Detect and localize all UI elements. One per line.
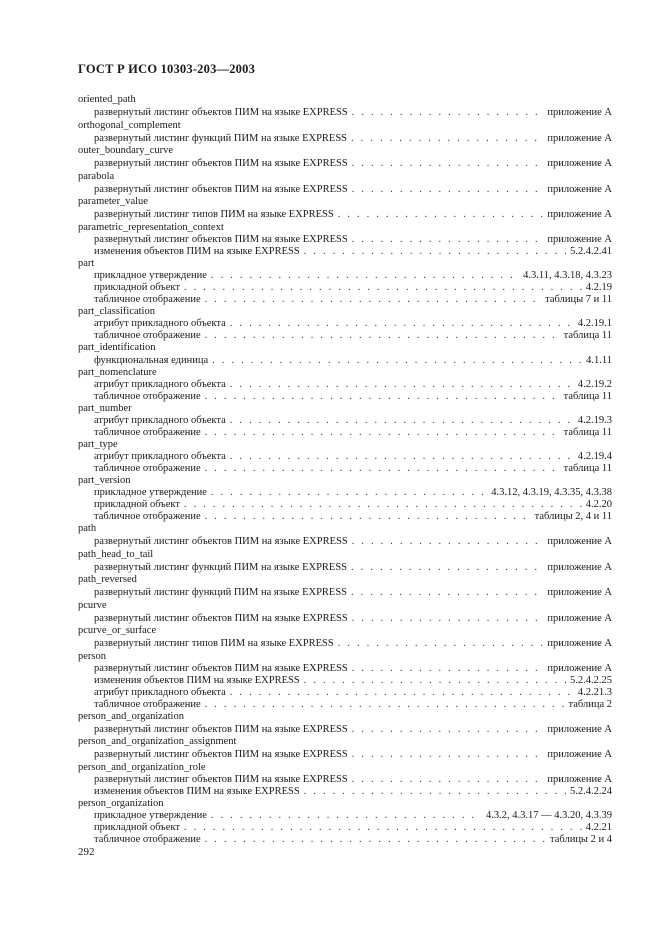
index-term: part_type: [78, 439, 118, 450]
index-subentry: [78, 282, 612, 294]
dot-leader: [352, 774, 544, 786]
subentry-reference: таблица 11: [563, 391, 612, 402]
index-subentry: [78, 561, 612, 575]
index-subentry: [78, 675, 612, 687]
dot-leader: [211, 810, 482, 822]
index-term: pcurve: [78, 599, 107, 611]
index-term: path_head_to_tail: [78, 548, 154, 560]
dot-leader: [338, 208, 544, 222]
index-subentry: [78, 699, 612, 711]
subentry-reference: 4.1.11: [586, 354, 612, 366]
subentry-label: развернутый листинг объектов ПИМ на языке EXPRESS: [94, 536, 348, 547]
index-subentry: [78, 157, 612, 171]
dot-leader: [230, 687, 574, 699]
subentry-label: атрибут прикладного объекта: [94, 415, 226, 426]
subentry-label: развернутый листинг функций ПИМ на языке EXPRESS: [94, 561, 348, 573]
dot-leader: [205, 699, 565, 711]
subentry-reference: приложение А: [547, 107, 612, 118]
subentry-label: развернутый листинг объектов ПИМ на языке EXPRESS: [94, 773, 348, 785]
dot-leader: [212, 354, 582, 368]
index-subentry: [78, 208, 612, 222]
index-entries: [78, 94, 612, 846]
index-subentry: [78, 822, 612, 834]
index-subentry: [78, 687, 612, 699]
subentry-reference: приложение А: [547, 233, 612, 245]
dot-leader: [230, 451, 574, 463]
index-subentry: [78, 246, 612, 258]
index-term: path: [78, 523, 97, 534]
dot-leader: [304, 246, 566, 258]
index-subentry: [78, 379, 612, 391]
index-subentry: [78, 586, 612, 600]
subentry-reference: 4.2.21: [585, 821, 612, 833]
dot-leader: [352, 234, 544, 246]
index-term: parameter_value: [78, 196, 148, 207]
subentry-label: развернутый листинг объектов ПИМ на языке EXPRESS: [94, 183, 348, 195]
subentry-label: развернутый листинг объектов ПИМ на языке EXPRESS: [94, 749, 348, 760]
index-term: path_reversed: [78, 574, 137, 585]
subentry-reference: 4.3.11, 4.3.18, 4.3.23: [523, 269, 612, 281]
index-term: pcurve_or_surface: [78, 625, 157, 636]
subentry-reference: таблицы 7 и 11: [545, 293, 612, 305]
subentry-reference: 4.2.19.3: [577, 415, 612, 426]
subentry-reference: приложение А: [547, 749, 612, 760]
dot-leader: [205, 834, 546, 846]
dot-leader: [351, 561, 543, 575]
subentry-reference: таблица 11: [563, 329, 612, 341]
subentry-reference: 4.3.2, 4.3.17 — 4.3.20, 4.3.39: [486, 809, 612, 821]
subentry-reference: 5.2.4.2.24: [570, 785, 612, 797]
index-subentry: [78, 234, 612, 246]
dot-leader: [352, 612, 544, 626]
subentry-label: изменения объектов ПИМ на языке EXPRESS: [94, 245, 300, 257]
dot-leader: [304, 675, 566, 687]
index-term: orthogonal_complement: [78, 119, 181, 131]
subentry-label: функциональная единица: [94, 354, 209, 366]
index-subentry: [78, 786, 612, 798]
dot-leader: [205, 294, 542, 306]
subentry-reference: приложение А: [547, 612, 612, 624]
index-subentry: [78, 451, 612, 463]
subentry-reference: 4.2.21.3: [577, 686, 612, 698]
subentry-reference: приложение А: [547, 723, 612, 735]
dot-leader: [338, 637, 544, 651]
index-subentry: [78, 774, 612, 786]
dot-leader: [230, 318, 574, 330]
index-subentry: [78, 330, 612, 342]
index-subentry: [78, 391, 612, 403]
subentry-reference: 4.2.19.2: [577, 379, 612, 390]
subentry-reference: 4.3.12, 4.3.19, 4.3.35, 4.3.38: [491, 487, 612, 498]
dot-leader: [352, 157, 544, 171]
subentry-reference: приложение А: [547, 662, 612, 674]
index-subentry: [78, 637, 612, 651]
dot-leader: [205, 511, 531, 523]
index-subentry: [78, 354, 612, 368]
subentry-reference: приложение А: [547, 209, 612, 220]
subentry-label: изменения объектов ПИМ на языке EXPRESS: [94, 674, 300, 686]
dot-leader: [205, 391, 560, 403]
subentry-reference: 4.2.19.1: [577, 317, 612, 329]
index-term: parabola: [78, 170, 115, 182]
index-term: oriented_path: [78, 94, 136, 105]
subentry-reference: 5.2.4.2.25: [570, 674, 612, 686]
subentry-label: развернутый листинг объектов ПИМ на языке EXPRESS: [94, 158, 348, 169]
index-term: part: [78, 257, 95, 269]
subentry-label: табличное отображение: [94, 293, 201, 305]
subentry-label: атрибут прикладного объекта: [94, 379, 226, 390]
subentry-label: развернутый листинг объектов ПИМ на языке EXPRESS: [94, 612, 348, 624]
subentry-label: прикладное утверждение: [94, 809, 207, 821]
subentry-label: табличное отображение: [94, 833, 201, 845]
subentry-reference: приложение А: [547, 158, 612, 169]
index-subentry: [78, 106, 612, 120]
dot-leader: [351, 132, 543, 146]
dot-leader: [184, 499, 582, 511]
subentry-label: табличное отображение: [94, 427, 201, 438]
dot-leader: [230, 415, 574, 427]
page-number: 292: [78, 846, 95, 858]
index-term: part_nomenclature: [78, 367, 157, 378]
dot-leader: [304, 786, 566, 798]
dot-leader: [205, 463, 560, 475]
index-term: person_and_organization_assignment: [78, 736, 237, 747]
subentry-reference: 4.2.19.4: [577, 451, 612, 462]
index-term: person_organization: [78, 797, 164, 809]
subentry-label: прикладной объект: [94, 499, 180, 510]
index-subentry: [78, 511, 612, 523]
index-term: outer_boundary_curve: [78, 145, 174, 156]
index-term: parametric_representation_context: [78, 221, 224, 233]
index-subentry: [78, 270, 612, 282]
subentry-label: развернутый листинг типов ПИМ на языке EXPRESS: [94, 638, 334, 649]
subentry-label: прикладной объект: [94, 821, 180, 833]
subentry-reference: таблица 11: [563, 427, 612, 438]
subentry-label: табличное отображение: [94, 698, 201, 710]
subentry-reference: приложение А: [547, 638, 612, 649]
index-subentry: [78, 132, 612, 146]
subentry-reference: таблицы 2, 4 и 11: [534, 511, 612, 522]
index-term: person_and_organization_role: [78, 761, 206, 773]
subentry-reference: приложение А: [547, 132, 612, 144]
index-subentry: [78, 663, 612, 675]
subentry-reference: 5.2.4.2.41: [570, 245, 612, 257]
index-subentry: [78, 487, 612, 499]
subentry-label: развернутый листинг типов ПИМ на языке EXPRESS: [94, 209, 334, 220]
index-subentry: [78, 612, 612, 626]
index-term: part_version: [78, 475, 131, 486]
index-subentry: [78, 810, 612, 822]
dot-leader: [211, 270, 519, 282]
index-subentry: [78, 427, 612, 439]
subentry-label: прикладное утверждение: [94, 487, 207, 498]
subentry-reference: таблицы 2 и 4: [550, 833, 612, 845]
dot-leader: [184, 822, 582, 834]
subentry-label: развернутый листинг объектов ПИМ на языке EXPRESS: [94, 107, 348, 118]
dot-leader: [352, 106, 544, 120]
subentry-label: атрибут прикладного объекта: [94, 686, 226, 698]
index-subentry: [78, 183, 612, 197]
subentry-reference: приложение А: [547, 536, 612, 547]
index-subentry: [78, 463, 612, 475]
subentry-reference: 4.2.19: [585, 281, 612, 293]
index-subentry: [78, 535, 612, 549]
subentry-label: табличное отображение: [94, 463, 201, 474]
index-subentry: [78, 834, 612, 846]
subentry-reference: приложение А: [547, 587, 612, 598]
subentry-reference: приложение А: [547, 183, 612, 195]
index-term: person_and_organization: [78, 710, 184, 722]
index-term: part_classification: [78, 305, 155, 317]
dot-leader: [352, 663, 544, 675]
dot-leader: [205, 330, 560, 342]
subentry-label: табличное отображение: [94, 329, 201, 341]
index-subentry: [78, 318, 612, 330]
dot-leader: [205, 427, 560, 439]
index-subentry: [78, 748, 612, 762]
subentry-reference: приложение А: [547, 773, 612, 785]
subentry-label: развернутый листинг функций ПИМ на языке EXPRESS: [94, 132, 348, 144]
subentry-label: прикладной объект: [94, 281, 180, 293]
subentry-reference: приложение А: [547, 561, 612, 573]
subentry-label: развернутый листинг объектов ПИМ на языке EXPRESS: [94, 723, 348, 735]
subentry-label: изменения объектов ПИМ на языке EXPRESS: [94, 785, 300, 797]
index-subentry: [78, 415, 612, 427]
dot-leader: [184, 282, 582, 294]
index-term: person: [78, 650, 106, 662]
index-term: part_number: [78, 403, 132, 414]
subentry-label: атрибут прикладного объекта: [94, 451, 226, 462]
subentry-label: табличное отображение: [94, 391, 201, 402]
subentry-reference: таблица 2: [568, 698, 612, 710]
dot-leader: [351, 586, 543, 600]
subentry-label: развернутый листинг объектов ПИМ на языке EXPRESS: [94, 662, 348, 674]
dot-leader: [352, 748, 544, 762]
document-header: ГОСТ Р ИСО 10303-203—2003: [78, 62, 256, 76]
subentry-reference: 4.2.20: [585, 499, 612, 510]
subentry-reference: таблица 11: [563, 463, 612, 474]
dot-leader: [352, 183, 544, 197]
dot-leader: [211, 487, 487, 499]
index-subentry: [78, 499, 612, 511]
index-subentry: [78, 723, 612, 737]
dot-leader: [230, 379, 574, 391]
index-subentry: [78, 294, 612, 306]
subentry-label: прикладное утверждение: [94, 269, 207, 281]
subentry-label: атрибут прикладного объекта: [94, 317, 226, 329]
dot-leader: [352, 535, 544, 549]
index-term: part_identification: [78, 341, 156, 353]
subentry-label: развернутый листинг объектов ПИМ на языке EXPRESS: [94, 233, 348, 245]
subentry-label: табличное отображение: [94, 511, 201, 522]
subentry-label: развернутый листинг функций ПИМ на языке EXPRESS: [94, 587, 348, 598]
dot-leader: [352, 723, 544, 737]
